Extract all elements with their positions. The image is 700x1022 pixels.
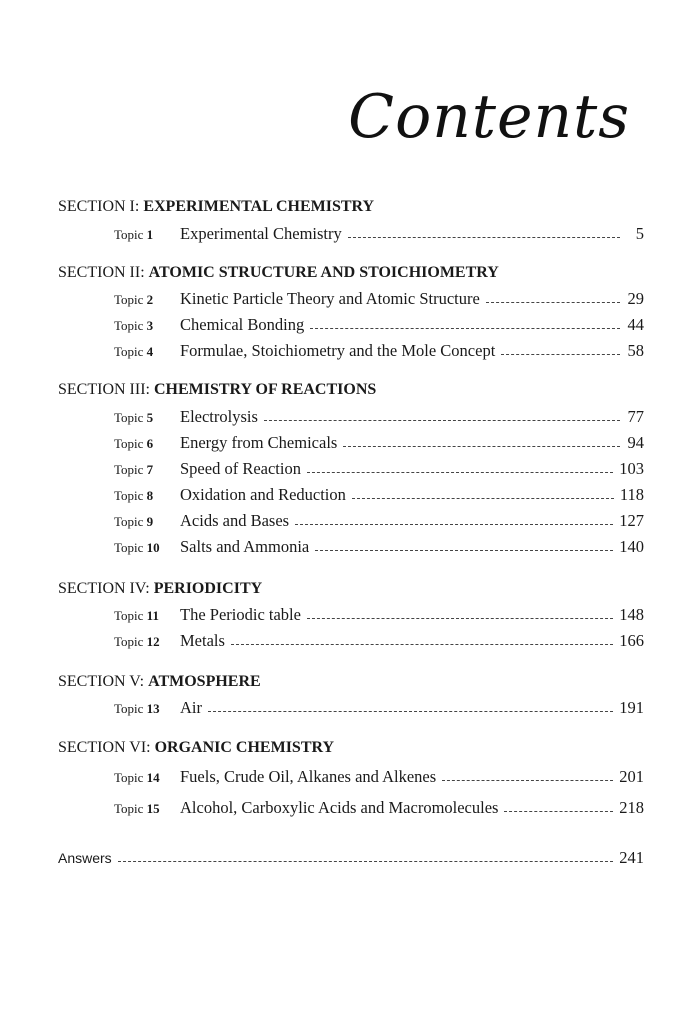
toc-entry-topic-11[interactable] <box>114 605 644 625</box>
page-number: 127 <box>619 511 644 530</box>
topic-label: Topic 5 <box>114 410 154 425</box>
topic-label: Topic 4 <box>114 344 154 359</box>
topic-title: Alcohol, Carboxylic Acids and Macromolecules <box>180 798 499 817</box>
topic-label: Topic 1 <box>114 227 154 242</box>
toc-entry-topic-14[interactable] <box>114 767 644 787</box>
toc-entry-topic-9[interactable] <box>114 511 644 531</box>
section-prefix: SECTION II: <box>58 264 145 281</box>
dot-leader <box>501 354 620 355</box>
dot-leader <box>343 446 620 447</box>
page-number: 94 <box>627 433 644 452</box>
toc-entry-topic-2[interactable] <box>114 289 644 309</box>
page-number: 58 <box>627 341 644 360</box>
topic-title: Experimental Chemistry <box>180 224 342 243</box>
page-number: 29 <box>627 289 644 308</box>
dot-leader <box>231 644 613 645</box>
dot-leader <box>486 302 620 303</box>
section-name: ORGANIC CHEMISTRY <box>154 739 335 756</box>
toc-entry-topic-15[interactable] <box>114 798 644 818</box>
section-prefix: SECTION V: <box>58 673 145 690</box>
section-prefix: SECTION III: <box>58 381 150 398</box>
dot-leader <box>307 618 613 619</box>
page-number: 77 <box>627 407 644 426</box>
topic-label: Topic 9 <box>114 514 154 529</box>
dot-leader <box>307 472 613 473</box>
topic-label: Topic 10 <box>114 540 160 555</box>
toc-entry-topic-7[interactable] <box>114 459 644 479</box>
dot-leader <box>118 861 614 862</box>
page-number: 140 <box>619 537 644 556</box>
dot-leader <box>310 328 620 329</box>
topic-title: Oxidation and Reduction <box>180 485 346 504</box>
dot-leader <box>315 550 613 551</box>
topic-label: Topic 12 <box>114 634 160 649</box>
page-number: 201 <box>619 767 644 786</box>
topic-title: Metals <box>180 631 225 650</box>
topic-title: Speed of Reaction <box>180 459 301 478</box>
toc-entry-topic-4[interactable] <box>114 341 644 361</box>
page-number: 118 <box>619 485 644 504</box>
page-number: 166 <box>619 631 644 650</box>
section-prefix: SECTION I: <box>58 198 140 215</box>
toc-entry-topic-5[interactable] <box>114 407 644 427</box>
topic-title: Chemical Bonding <box>180 315 305 334</box>
topic-label: Topic 15 <box>114 801 160 816</box>
topic-label: Topic 6 <box>114 436 154 451</box>
section-header-3 <box>58 381 376 399</box>
topic-title: Acids and Bases <box>180 511 290 530</box>
section-name: EXPERIMENTAL CHEMISTRY <box>143 198 375 215</box>
section-header-2 <box>58 264 499 282</box>
section-header-4 <box>58 580 262 598</box>
page-number: 5 <box>635 224 644 243</box>
page-title: Contents <box>348 82 630 152</box>
topic-title: Kinetic Particle Theory and Atomic Structure <box>180 289 480 308</box>
topic-title: Salts and Ammonia <box>180 537 310 556</box>
dot-leader <box>352 498 614 499</box>
dot-leader <box>348 237 620 238</box>
dot-leader <box>442 780 613 781</box>
page-number: 241 <box>619 848 644 867</box>
toc-entry-topic-10[interactable] <box>114 537 644 557</box>
page-number: 191 <box>619 698 644 717</box>
topic-label: Topic 8 <box>114 488 154 503</box>
answers-label: Answers <box>58 850 112 866</box>
section-name: CHEMISTRY OF REACTIONS <box>153 381 377 398</box>
page-number: 103 <box>619 459 644 478</box>
topic-title: Air <box>180 698 202 717</box>
section-header-1 <box>58 198 374 216</box>
page-number: 44 <box>627 315 644 334</box>
toc-entry-topic-8[interactable] <box>114 485 644 505</box>
section-header-5 <box>58 673 261 691</box>
section-prefix: SECTION IV: <box>58 580 150 597</box>
toc-entry-topic-12[interactable] <box>114 631 644 651</box>
toc-entry-topic-3[interactable] <box>114 315 644 335</box>
topic-label: Topic 14 <box>114 770 160 785</box>
section-name: ATMOSPHERE <box>148 673 261 690</box>
dot-leader <box>264 420 620 421</box>
topic-label: Topic 11 <box>114 608 159 623</box>
section-name: ATOMIC STRUCTURE AND STOICHIOMETRY <box>148 264 499 281</box>
topic-label: Topic 7 <box>114 462 154 477</box>
section-prefix: SECTION VI: <box>58 739 151 756</box>
toc-entry-topic-13[interactable] <box>114 698 644 718</box>
toc-entry-topic-6[interactable] <box>114 433 644 453</box>
topic-title: Formulae, Stoichiometry and the Mole Concept <box>180 341 496 360</box>
section-header-6 <box>58 739 334 757</box>
topic-label: Topic 3 <box>114 318 154 333</box>
page-number: 148 <box>619 605 644 624</box>
topic-title: Fuels, Crude Oil, Alkanes and Alkenes <box>180 767 437 786</box>
topic-title: Electrolysis <box>180 407 258 426</box>
toc-entry-answers[interactable] <box>58 848 644 868</box>
dot-leader <box>208 711 613 712</box>
section-name: PERIODICITY <box>153 580 263 597</box>
dot-leader <box>504 811 613 812</box>
topic-label: Topic 13 <box>114 701 160 716</box>
topic-title: The Periodic table <box>180 605 301 624</box>
dot-leader <box>295 524 613 525</box>
toc-entry-topic-1[interactable] <box>114 224 644 244</box>
page-number: 218 <box>619 798 644 817</box>
topic-label: Topic 2 <box>114 292 154 307</box>
topic-title: Energy from Chemicals <box>180 433 338 452</box>
